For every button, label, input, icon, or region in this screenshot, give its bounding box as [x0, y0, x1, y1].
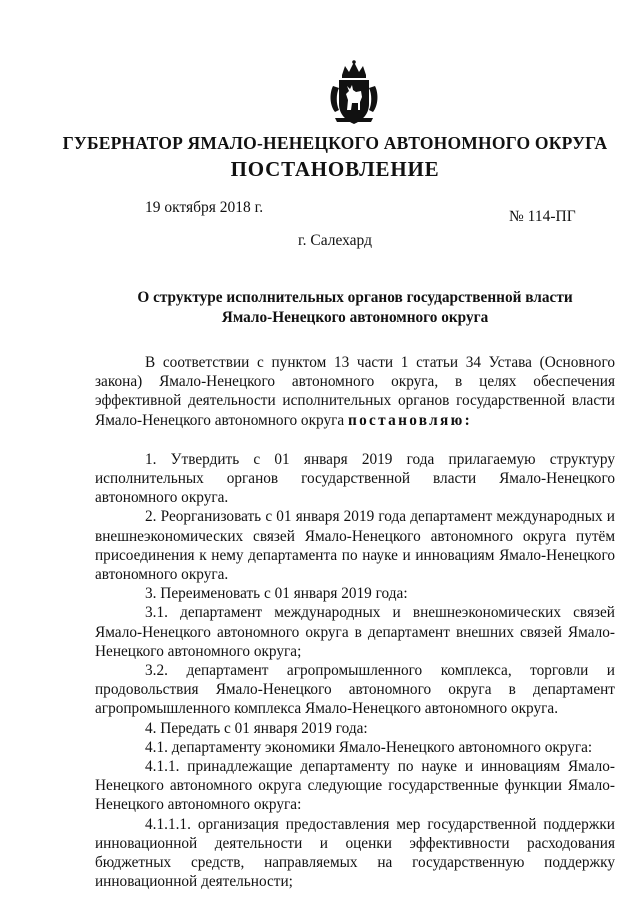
decree-item: 4.1. департаменту экономики Ямало-Ненецкого автономного округа: — [145, 738, 593, 756]
decree-item: 3.1. департамент международных и внешнеэкономических связей Ямало-Ненецкого автономного округа в департамент внешних связей Ямало-Ненецкого автономного округа; — [95, 604, 615, 660]
document-type: ПОСТАНОВЛЕНИЕ — [230, 157, 440, 181]
decree-item: 1. Утвердить с 01 января 2019 года прилагаемую структуру исполнительных органов государственной власти Ямало-Ненецкого автономного округа. — [95, 450, 615, 507]
document-body — [95, 353, 615, 891]
decree-item: 3.2. департамент агропромышленного комплекса, торговли и продовольствия Ямало-Ненецкого автономного округа в департамент агропромышленного комплекса Ямало-Ненецкого автономного округа. — [95, 662, 615, 718]
subject-line: Ямало-Ненецкого автономного округа — [221, 309, 489, 326]
decree-item: 4. Передать с 01 января 2019 года: — [145, 719, 368, 737]
document-city: г. Салехард — [298, 232, 372, 249]
document-date: 19 октября 2018 г. — [145, 199, 264, 216]
subject-line: О структуре исполнительных органов государственной власти — [137, 289, 573, 306]
preamble-text: В соответствии с пунктом 13 части 1 статьи 34 Устава (Основного закона) Ямало-Ненецкого автономного округа, в целях обеспечения эффективной деятельности исполнительных органов государственной власти Ямало-Ненецкого автономного округа — [95, 354, 615, 429]
decree-item: 4.1.1.1. организация предоставления мер государственной поддержки инновационной деятельности и оценки эффективности расходования бюджетных средств, направляемых на государственную поддержку инновационной деятельности; — [95, 815, 615, 891]
decree-item: 2. Реорганизовать с 01 января 2019 года департамент международных и внешнеэкономических связей Ямало-Ненецкого автономного округа путём присоединения к нему департамента по науке и инновациям Ямало-Ненецкого автономного округа. — [95, 508, 615, 584]
decree-word: постановляю: — [348, 411, 472, 429]
decree-item: 4.1.1. принадлежащие департаменту по науке и инновациям Ямало-Ненецкого автономного округа следующие государственные функции Ямало-Ненецкого автономного округа: — [95, 758, 615, 814]
preamble-paragraph — [95, 353, 615, 430]
document-subject — [95, 288, 615, 328]
document-number: № 114-ПГ — [509, 208, 576, 225]
org-title: ГУБЕРНАТОР ЯМАЛО-НЕНЕЦКОГО АВТОНОМНОГО ОКРУГА — [62, 133, 608, 153]
decree-item: 3. Переименовать с 01 января 2019 года: — [145, 585, 408, 603]
coat-of-arms-icon — [325, 58, 383, 128]
